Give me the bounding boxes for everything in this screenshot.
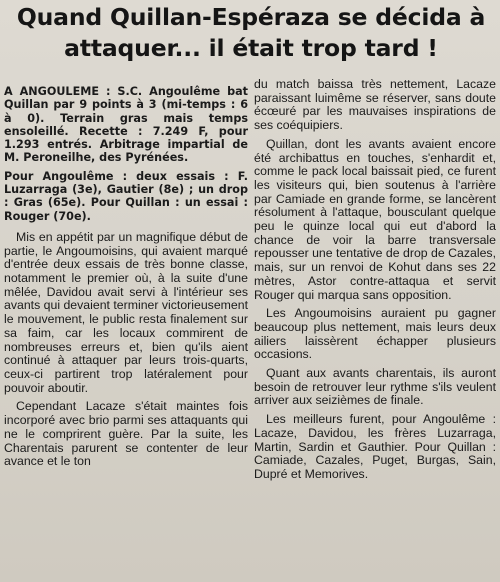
headline: Quand Quillan-Espéraza se décida à attaquer... il était trop tard !	[16, 3, 486, 62]
body-paragraph: Mis en appétit par un magnifique début de partie, le Angoumoisins, qui avaient marqué d'entrée deux essais de très bonne classe, notamment le premier où, à la suite d'une mêlée, Davidou avait servi à l'intérieur ses avants qui devaient terminer victorieusement le mouvement, le public resta finalement sur sa faim, car les locaux commirent de nombreuses erreurs et, bien qu'ils aient continué à attaquer par leurs trois-quarts, ceux-ci partirent trop latéralement pour pouvoir aboutir.	[4, 229, 249, 395]
left-column	[4, 78, 248, 474]
right-column	[254, 78, 496, 487]
body-paragraph: Cependant Lacaze s'était maintes fois incorporé avec brio parmi ses attaquants qui ne le comprirent guère. Par la suite, les Charentais parurent se contenter de leur avance et le ton	[4, 399, 248, 469]
body-paragraph: du match baissa très nettement, Lacaze paraissant luimême se réserver, sans doute écœuré par les mauvaises inspirations de ses coéquipiers.	[254, 77, 496, 133]
body-paragraph: Quillan, dont les avants avaient encore été archibattus en touches, s'enhardit et, comme le pack local baissait pied, ce furent les visiteurs qui, bien soutenus à l'arrière par Camiade en grande forme, se lancèrent résolument à l'attaque, bousculant quelque peu le quinze local qui eut d'abord la chance de voir la barre transversale repousser une tentative de drop de Cazales, mais, sur un renvoi de Kohut dans ses 22 mètres, Astor contre-attaqua et servit Rouger qui marqua sans opposition.	[254, 136, 496, 302]
body-paragraph: Les Angoumoisins auraient pu gagner beaucoup plus nettement, mais leurs deux ailiers laissèrent échapper plusieurs occasions.	[254, 306, 496, 362]
body-paragraph: Les meilleurs furent, pour Angoulême : Lacaze, Davidou, les frères Luzarraga, Martin, Sardin et Gauthier. Pour Quillan : Camiade, Cazales, Puget, Burgas, Sain, Dupré et Memorives.	[254, 412, 496, 481]
match-summary: A ANGOULEME : S.C. Angoulême bat Quillan par 9 points à 3 (mi-temps : 6 à 0). Terrain gras mais temps ensoleillé. Recette : 7.249 F, pour 1.293 entrés. Arbitrage impartial de M. Peroneilhe, des Pyrénées.	[4, 85, 248, 165]
scorers: Pour Angoulême : deux essais : F. Luzarraga (3e), Gautier (8e) ; un drop : Gras (65e). Pour Quillan : un essai : Rouger (70e).	[4, 169, 248, 223]
body-paragraph: Quant aux avants charentais, ils auront besoin de retrouver leur rythme s'ils veulent arriver aux seizièmes de finale.	[254, 366, 496, 408]
